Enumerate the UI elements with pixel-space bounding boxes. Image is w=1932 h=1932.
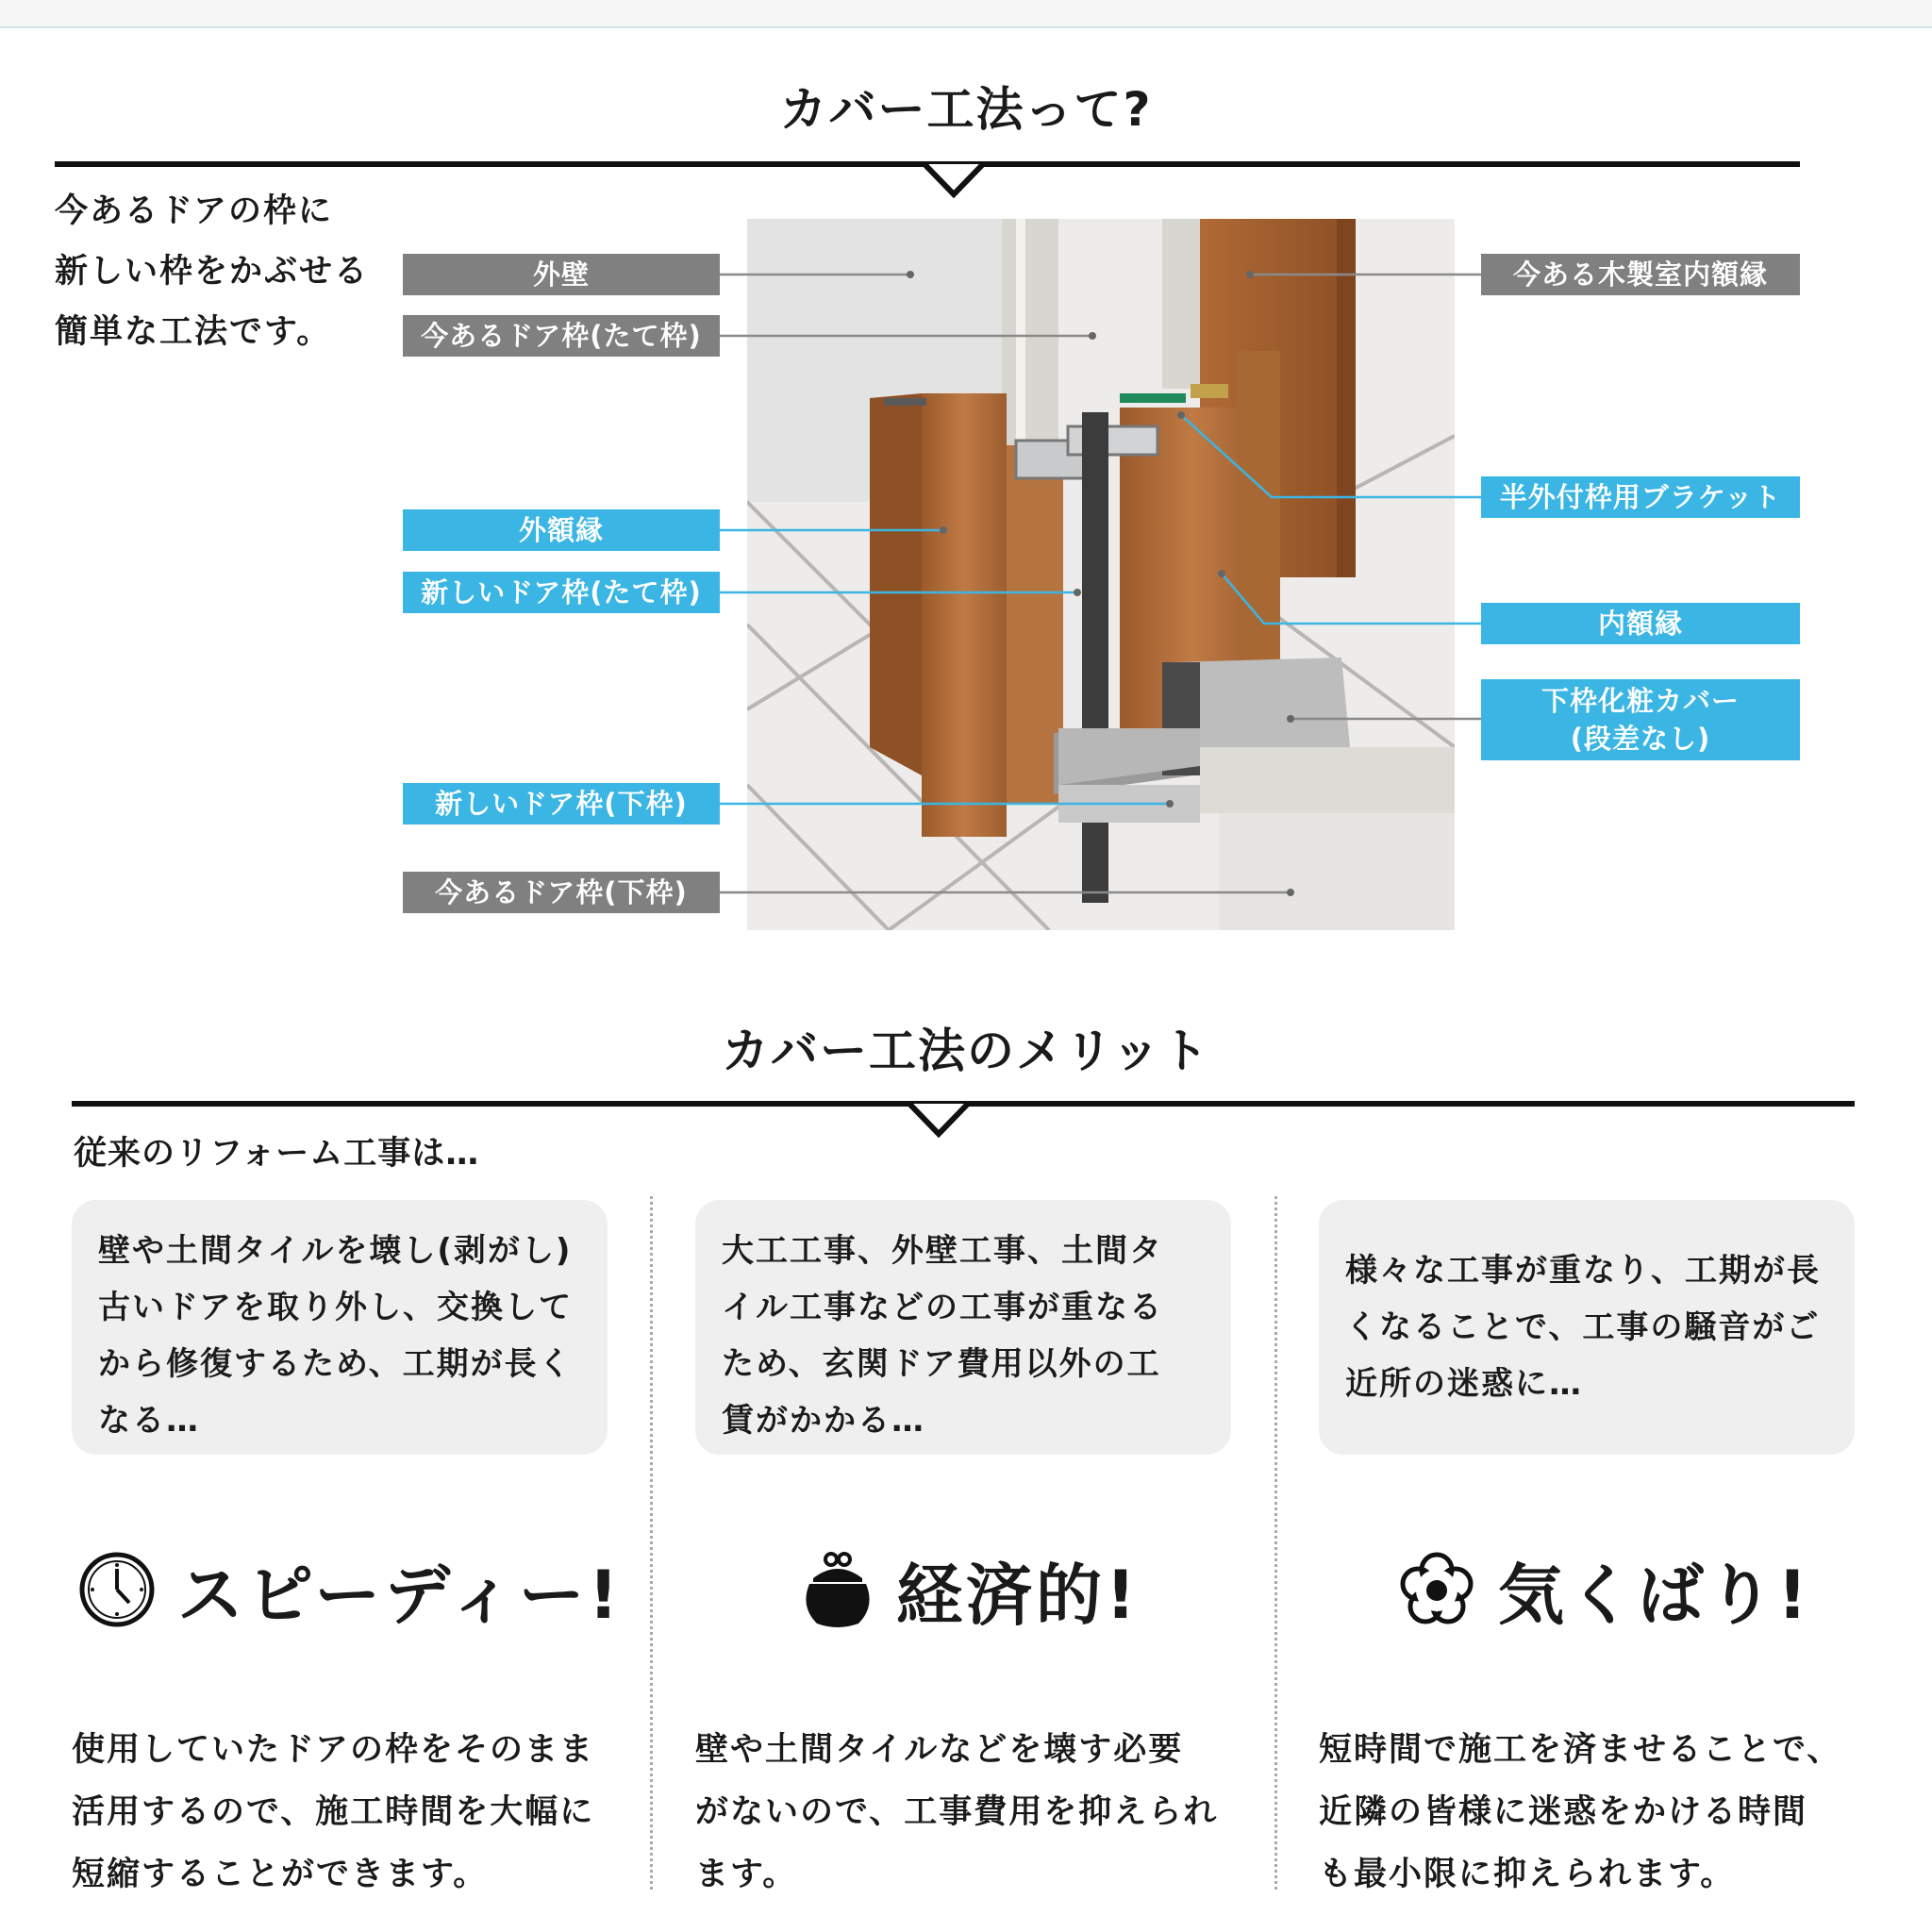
card-line: くなることで、工事の騒音がご	[1345, 1308, 1821, 1346]
label-bracket: 半外付枠用ブラケット	[1481, 476, 1800, 518]
label-existing-door-frame-bottom: 今あるドア枠(下枠)	[403, 872, 720, 913]
feature-economical	[800, 1547, 1140, 1632]
card-line: 大工工事、外壁工事、土間タ	[722, 1232, 1163, 1270]
intro-line: 今あるドアの枠に	[55, 192, 333, 230]
feature-description	[72, 1719, 619, 1906]
clock-icon	[77, 1550, 157, 1629]
feature-title: 気くばり!	[1498, 1556, 1811, 1634]
label-existing-door-frame-vertical: 今あるドア枠(たて枠)	[403, 315, 720, 357]
flower-icon	[1396, 1549, 1477, 1630]
label-line: (段差なし)	[1570, 723, 1711, 755]
label-new-door-frame-vertical: 新しいドア枠(たて枠)	[403, 572, 720, 613]
card-line: イル工事などの工事が重なる	[722, 1289, 1163, 1326]
card-line: 賃がかかる…	[722, 1402, 925, 1440]
problem-card	[1319, 1200, 1855, 1455]
coin-purse-icon	[800, 1550, 875, 1629]
desc-line: も最小限に抑えられます。	[1319, 1856, 1736, 1893]
column-divider	[650, 1196, 653, 1890]
label-existing-wood-interior-casing: 今ある木製室内額縁	[1481, 254, 1800, 295]
label-outer-casing: 外額縁	[403, 509, 720, 551]
rule-notch-icon	[908, 1102, 970, 1138]
intro-line: 簡単な工法です。	[55, 313, 332, 351]
card-line: 近所の迷惑に…	[1345, 1365, 1583, 1403]
leader-lines	[0, 0, 1932, 943]
desc-line: ます。	[695, 1856, 798, 1893]
label-line: 下枠化粧カバー	[1541, 685, 1740, 717]
label-inner-casing: 内額縁	[1481, 603, 1800, 644]
card-line: から修復するため、工期が長く	[98, 1345, 573, 1383]
feature-description	[1319, 1719, 1866, 1906]
feature-considerate	[1396, 1547, 1811, 1632]
column-divider	[1274, 1196, 1277, 1890]
lead-text: 従来のリフォーム工事は…	[74, 1135, 480, 1173]
section-title-merits: カバー工法のメリット	[722, 1024, 1210, 1078]
desc-line: 近隣の皆様に迷惑をかける時間	[1319, 1793, 1808, 1831]
problem-card	[72, 1200, 608, 1455]
card-line: ため、玄関ドア費用以外の工	[722, 1345, 1161, 1383]
feature-title: スピーディー!	[177, 1556, 623, 1634]
card-line: 様々な工事が重なり、工期が長	[1345, 1252, 1821, 1290]
desc-line: 短時間で施工を済ませることで、	[1319, 1731, 1842, 1769]
problem-card	[695, 1200, 1231, 1455]
card-line: なる…	[98, 1402, 200, 1440]
label-new-door-frame-bottom: 新しいドア枠(下枠)	[403, 783, 720, 824]
section-title-cover-method: カバー工法って?	[779, 82, 1153, 137]
desc-line: 活用するので、施工時間を大幅に	[72, 1793, 595, 1831]
label-exterior-wall: 外壁	[403, 254, 720, 295]
feature-title: 経済的!	[896, 1556, 1140, 1634]
desc-line: 使用していたドアの枠をそのまま	[72, 1731, 594, 1769]
card-line: 壁や土間タイルを壊し(剥がし)	[98, 1232, 573, 1270]
feature-description	[695, 1719, 1242, 1906]
card-line: 古いドアを取り外し、交換して	[98, 1289, 573, 1326]
desc-line: 壁や土間タイルなどを壊す必要	[695, 1731, 1184, 1769]
desc-line: がないので、工事費用を抑えられ	[695, 1793, 1219, 1831]
intro-line: 新しい枠をかぶせる	[55, 253, 370, 291]
feature-speedy	[77, 1547, 623, 1632]
desc-line: 短縮することができます。	[72, 1856, 489, 1893]
